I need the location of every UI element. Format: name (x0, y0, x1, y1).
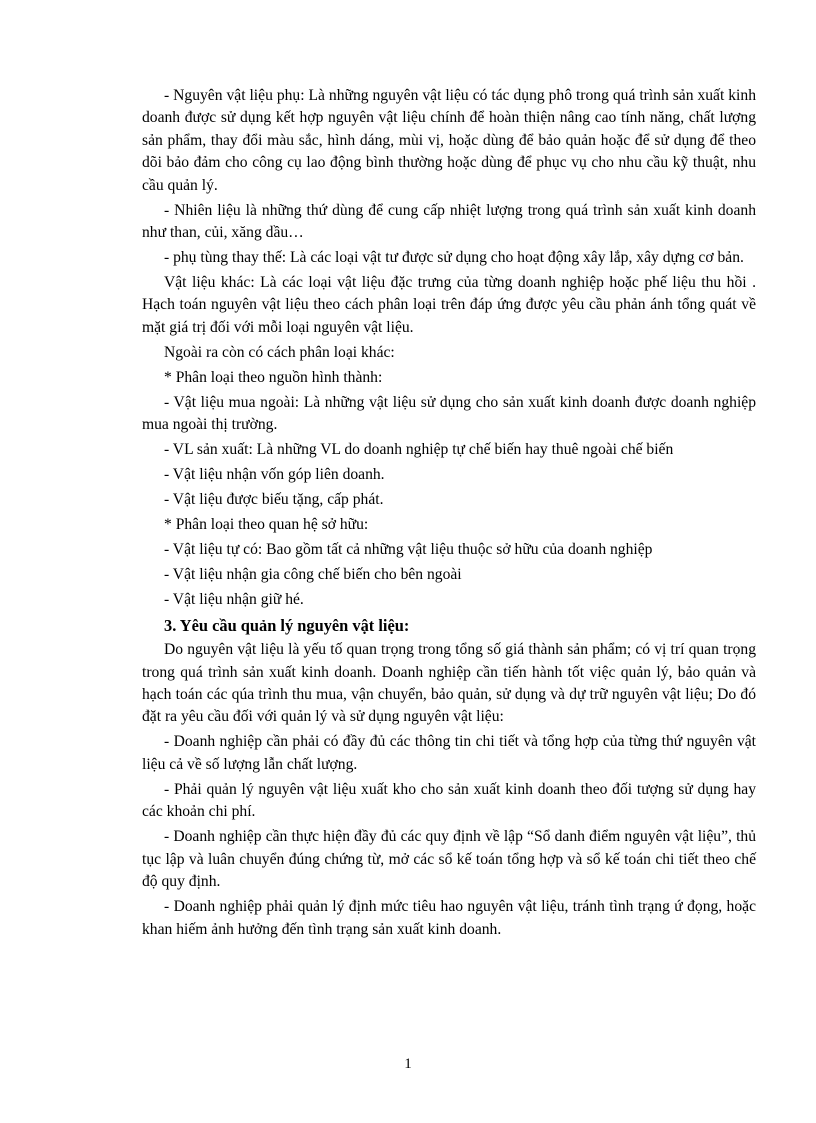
paragraph-auxiliary-materials: - Nguyên vật liệu phụ: Là những nguyên vật liệu có tác dụng phô trong quá trình sản xuất kinh doanh được sử dụng kết hợp nguyên vật liệu chính để hoàn thiện nâng cao tính năng, chất lượng sản phẩm, thay đổi màu sắc, hình dáng, mùi vị, hoặc dùng để bảo quản hoặc để sử dụng để theo dõi bảo đảm cho công cụ lao động bình thường hoặc dùng để phục vụ cho nhu cầu kỹ thuật, nhu cầu quản lý. (142, 87, 756, 194)
paragraph-intro-requirements: Do nguyên vật liệu là yếu tố quan trọng trong tổng số giá thành sản phẩm; có vị trí quan trọng trong quá trình sản xuất kinh doanh. Doanh nghiệp cần tiến hành tốt việc quản lý, bảo quản và hạch toán các qúa trình thu mua, vận chuyển, bảo quản, sử dụng và dự trữ nguyên vật liệu; Do đó đặt ra yêu cầu đối với quản lý và sử dụng nguyên vật liệu: (142, 641, 756, 726)
paragraph-spare-parts: - phụ tùng thay thế: Là các loại vật tư được sử dụng cho hoạt động xây lắp, xây dựng cơ bản. (164, 249, 744, 267)
paragraph-by-ownership: * Phân loại theo quan hệ sở hữu: (164, 516, 369, 534)
paragraph-joint-venture: - Vật liệu nhận vốn góp liên doanh. (164, 466, 385, 484)
document-body (142, 85, 756, 944)
paragraph-held: - Vật liệu nhận giữ hé. (164, 591, 304, 609)
paragraph-fuel: - Nhiên liệu là những thứ dùng để cung cấp nhiệt lượng trong quá trình sản xuất kinh doanh như than, củi, xăng dầu… (142, 201, 756, 242)
paragraph-requirement-regulations: - Doanh nghiệp cần thực hiện đầy đủ các quy định về lập “Sổ danh điểm nguyên vật liệu”, thủ tục lập và luân chuyển đúng chứng từ, mở các sổ kế toán tổng hợp và sổ kế toán chi tiết theo chế độ quy định. (142, 828, 756, 891)
paragraph-processing: - Vật liệu nhận gia công chế biến cho bên ngoài (164, 566, 462, 584)
paragraph-other-materials: Vật liệu khác: Là các loại vật liệu đặc trưng của từng doanh nghiệp hoặc phế liệu thu hồi . Hạch toán nguyên vật liệu theo cách phân loại trên đáp ứng được yêu cầu phản ánh tổng quát về mặt giá trị đối với mỗi loại nguyên vật liệu. (142, 274, 756, 336)
page-number: 1 (404, 1056, 412, 1072)
paragraph-donated: - Vật liệu được biếu tặng, cấp phát. (164, 491, 384, 509)
paragraph-self-produced: - VL sản xuất: Là những VL do doanh nghiệp tự chế biến hay thuê ngoài chế biến (164, 441, 674, 459)
section-heading: 3. Yêu cầu quản lý nguyên vật liệu: (164, 616, 410, 636)
paragraph-requirement-info: - Doanh nghiệp cần phải có đầy đủ các thông tin chi tiết và tổng hợp của từng thứ nguyên vật liệu cả về số lượng lẫn chất lượng. (142, 733, 756, 773)
paragraph-purchased-materials: - Vật liệu mua ngoài: Là những vật liệu sử dụng cho sản xuất kinh doanh được doanh nghiệp mua ngoài thị trường. (142, 393, 756, 434)
paragraph-by-source: * Phân loại theo nguồn hình thành: (164, 368, 383, 386)
paragraph-self-owned: - Vật liệu tự có: Bao gồm tất cả những vật liệu thuộc sở hữu của doanh nghiệp (164, 541, 653, 559)
paragraph-requirement-issue: - Phải quản lý nguyên vật liệu xuất kho cho sản xuất kinh doanh theo đối tượng sử dụng hay các khoản chi phí. (142, 780, 756, 821)
paragraph-requirement-norms: - Doanh nghiệp phải quản lý định mức tiêu hao nguyên vật liệu, tránh tình trạng ứ đọng, hoặc khan hiếm ảnh hưởng đến tình trạng sản xuất kinh doanh. (142, 898, 756, 938)
paragraph-other-classification: Ngoài ra còn có cách phân loại khác: (164, 343, 395, 361)
